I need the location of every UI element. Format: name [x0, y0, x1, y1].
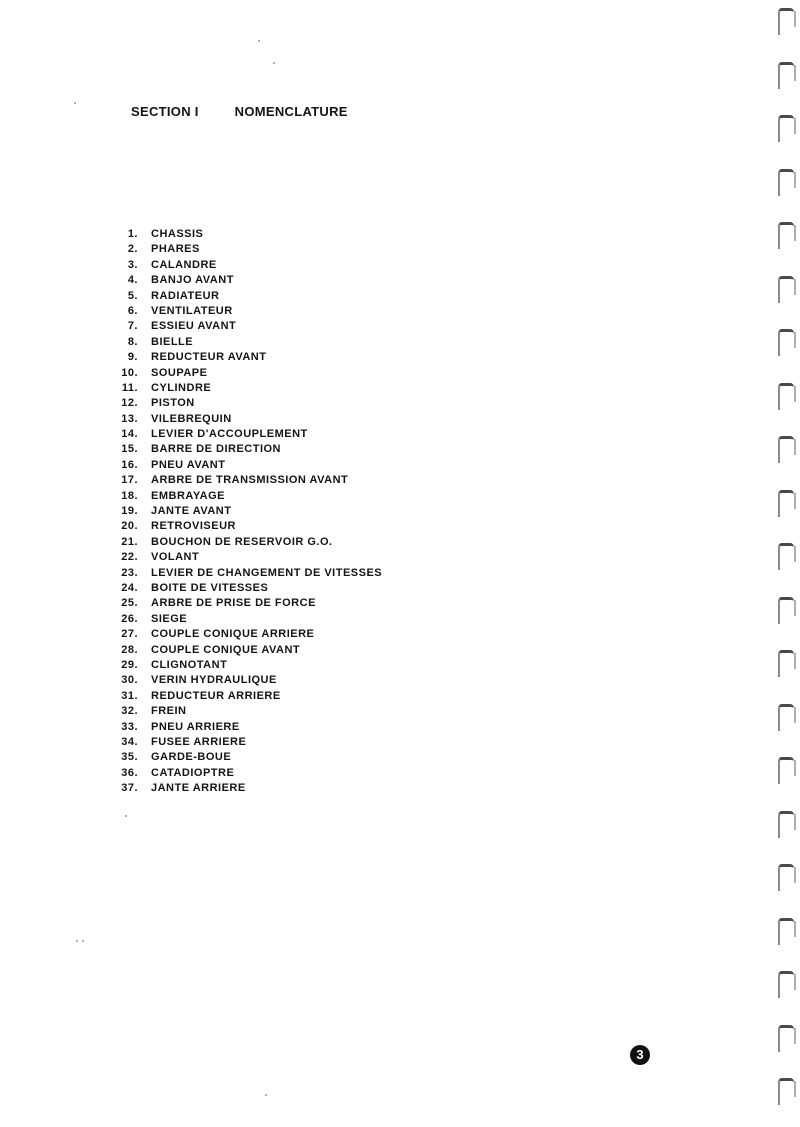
item-number: 20.: [121, 520, 138, 533]
list-item: [112, 227, 382, 242]
list-item: [112, 396, 382, 411]
list-item: [112, 273, 382, 288]
section-header: [131, 104, 348, 119]
item-number: 6.: [127, 304, 138, 317]
binding-hole: [778, 490, 794, 517]
binding-hole: [778, 811, 794, 838]
item-label: BANJO AVANT: [151, 274, 234, 287]
item-label: VERIN HYDRAULIQUE: [151, 674, 277, 687]
item-number: 3.: [127, 258, 138, 271]
item-label: CATADIOPTRE: [151, 766, 235, 779]
item-number: 11.: [121, 381, 138, 394]
item-number: 5.: [127, 289, 138, 302]
item-number: 19.: [121, 505, 138, 518]
binding-edge: [774, 0, 800, 1127]
list-item: [112, 366, 382, 381]
item-label: CYLINDRE: [151, 381, 212, 394]
item-label: RETROVISEUR: [151, 520, 236, 533]
item-number: 16.: [121, 458, 138, 471]
list-item: [112, 427, 382, 442]
item-number: 2.: [127, 243, 138, 256]
binding-hole: [778, 8, 794, 35]
item-label: EMBRAYAGE: [151, 489, 225, 502]
item-label: CLIGNOTANT: [151, 658, 228, 671]
item-label: PHARES: [151, 243, 200, 256]
item-label: RADIATEUR: [151, 289, 220, 302]
scan-speck: [74, 102, 76, 104]
binding-hole: [778, 276, 794, 303]
binding-hole: [778, 436, 794, 463]
list-item: [112, 596, 382, 611]
item-number: 12.: [121, 397, 138, 410]
binding-hole: [778, 757, 794, 784]
binding-hole: [778, 115, 794, 142]
list-item: [112, 766, 382, 781]
item-label: PISTON: [151, 397, 195, 410]
item-label: ARBRE DE TRANSMISSION AVANT: [151, 474, 349, 487]
list-item: [112, 750, 382, 765]
list-item: [112, 473, 382, 488]
item-label: CHASSIS: [151, 228, 204, 240]
scan-speck: [258, 40, 260, 42]
binding-hole: [778, 864, 794, 891]
item-number: 25.: [121, 597, 138, 610]
item-number: 9.: [127, 351, 138, 364]
list-item: [112, 319, 382, 334]
item-number: 26.: [121, 612, 138, 625]
nomenclature-list: [112, 227, 382, 796]
list-item: [112, 643, 382, 658]
scan-speck: [82, 940, 84, 942]
item-label: LEVIER D'ACCOUPLEMENT: [151, 428, 308, 441]
binding-hole: [778, 543, 794, 570]
item-number: 28.: [121, 643, 138, 656]
list-item: [112, 304, 382, 319]
list-item: [112, 381, 382, 396]
list-item: [112, 689, 382, 704]
page-number-badge: 3: [630, 1045, 650, 1065]
item-label: FREIN: [151, 705, 187, 718]
binding-hole: [778, 650, 794, 677]
item-number: 23.: [121, 566, 138, 579]
list-item: [112, 704, 382, 719]
item-label: JANTE ARRIERE: [151, 782, 246, 795]
list-item: [112, 535, 382, 550]
item-number: 17.: [121, 474, 138, 487]
list-item: [112, 550, 382, 565]
list-item: [112, 242, 382, 257]
item-number: 8.: [127, 335, 138, 348]
list-item: [112, 335, 382, 350]
binding-hole: [778, 329, 794, 356]
binding-hole: [778, 383, 794, 410]
list-item: [112, 612, 382, 627]
item-label: SOUPAPE: [151, 366, 208, 379]
item-label: PNEU AVANT: [151, 458, 226, 471]
item-number: 29.: [121, 658, 138, 671]
item-label: FUSEE ARRIERE: [151, 735, 247, 748]
item-number: 10.: [121, 366, 138, 379]
list-item: [112, 289, 382, 304]
list-item: [112, 658, 382, 673]
item-number: 37.: [121, 782, 138, 795]
item-number: 4.: [127, 274, 138, 287]
item-label: SIEGE: [151, 612, 188, 625]
list-item: [112, 504, 382, 519]
binding-hole: [778, 1025, 794, 1052]
item-number: 13.: [121, 412, 138, 425]
item-number: 32.: [121, 705, 138, 718]
item-number: 1.: [127, 228, 138, 240]
section-title: NOMENCLATURE: [234, 104, 348, 119]
list-item: [112, 458, 382, 473]
list-item: [112, 442, 382, 457]
item-label: COUPLE CONIQUE ARRIERE: [151, 628, 315, 641]
list-item: [112, 720, 382, 735]
item-number: 30.: [121, 674, 138, 687]
item-label: BIELLE: [151, 335, 194, 348]
item-number: 27.: [121, 628, 138, 641]
list-item: [112, 735, 382, 750]
item-number: 34.: [121, 735, 138, 748]
binding-hole: [778, 222, 794, 249]
item-number: 14.: [121, 428, 138, 441]
list-item: [112, 566, 382, 581]
item-number: 22.: [121, 551, 138, 564]
item-label: JANTE AVANT: [151, 505, 232, 518]
item-label: BOITE DE VITESSES: [151, 581, 269, 594]
binding-hole: [778, 704, 794, 731]
binding-hole: [778, 971, 794, 998]
scan-speck: [76, 940, 78, 942]
list-item: [112, 519, 382, 534]
item-label: REDUCTEUR AVANT: [151, 351, 267, 364]
list-item: [112, 673, 382, 688]
item-label: CALANDRE: [151, 258, 217, 271]
binding-hole: [778, 1078, 794, 1105]
scan-speck: [265, 1094, 267, 1096]
item-number: 36.: [121, 766, 138, 779]
item-label: VILEBREQUIN: [151, 412, 232, 425]
item-number: 18.: [121, 489, 138, 502]
list-item: [112, 627, 382, 642]
item-label: REDUCTEUR ARRIERE: [151, 689, 281, 702]
item-label: BARRE DE DIRECTION: [151, 443, 282, 456]
item-number: 31.: [121, 689, 138, 702]
binding-hole: [778, 918, 794, 945]
item-label: ESSIEU AVANT: [151, 320, 237, 333]
item-label: VOLANT: [151, 551, 200, 564]
item-number: 24.: [121, 581, 138, 594]
item-label: PNEU ARRIERE: [151, 720, 240, 733]
item-label: LEVIER DE CHANGEMENT DE VITESSES: [151, 566, 383, 579]
item-number: 21.: [121, 535, 138, 548]
item-number: 35.: [121, 751, 138, 764]
item-label: BOUCHON DE RESERVOIR G.O.: [151, 535, 333, 548]
item-label: VENTILATEUR: [151, 304, 233, 317]
scan-speck: [125, 815, 127, 817]
list-item: [112, 581, 382, 596]
item-label: GARDE-BOUE: [151, 751, 232, 764]
list-item: [112, 412, 382, 427]
item-number: 15.: [121, 443, 138, 456]
item-label: ARBRE DE PRISE DE FORCE: [151, 597, 316, 610]
list-item: [112, 489, 382, 504]
section-label: SECTION I: [131, 104, 199, 119]
binding-hole: [778, 597, 794, 624]
item-number: 7.: [127, 320, 138, 333]
list-item: [112, 258, 382, 273]
list-item: [112, 350, 382, 365]
binding-hole: [778, 62, 794, 89]
scan-speck: [273, 62, 275, 64]
list-item: [112, 781, 382, 796]
binding-hole: [778, 169, 794, 196]
item-number: 33.: [121, 720, 138, 733]
item-label: COUPLE CONIQUE AVANT: [151, 643, 301, 656]
